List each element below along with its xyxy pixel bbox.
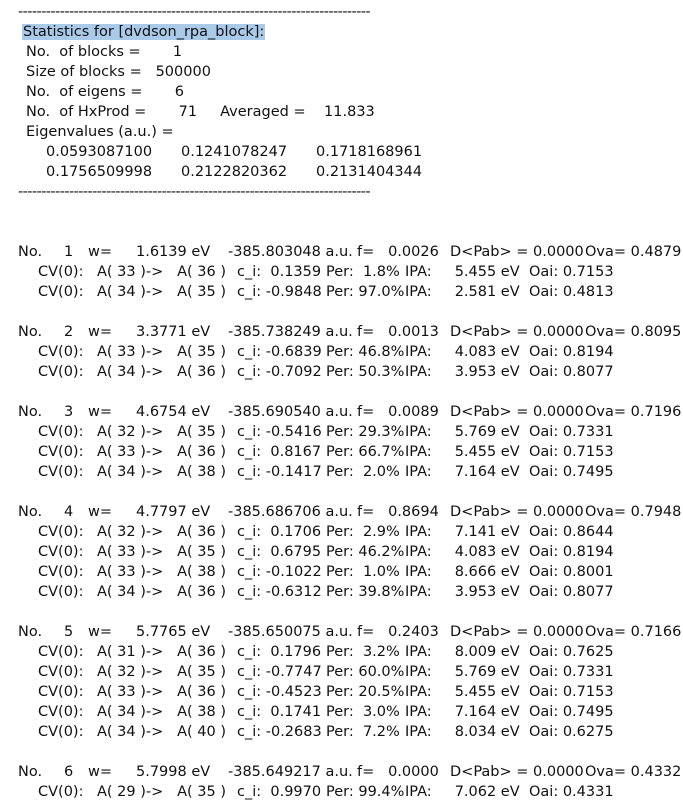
cv-ipa: IPA: 7.164 eV bbox=[405, 464, 520, 480]
cv-excitation: A( 31 )-> A( 36 ) bbox=[97, 644, 227, 660]
state-dpab: D<Pab> = 0.0000 bbox=[450, 504, 584, 520]
state-w-label: w= bbox=[88, 624, 113, 640]
eigenvalue: 0.2131404344 bbox=[316, 164, 423, 180]
cv-oai: Oai: 0.7153 bbox=[529, 264, 614, 280]
cv-percent: Per: 20.5% bbox=[326, 684, 405, 700]
state-energy-au: -385.686706 a.u. bbox=[228, 504, 353, 520]
state-w-label: w= bbox=[88, 244, 113, 260]
divider-bottom: ---------------------------------------------------------------------------- bbox=[18, 184, 371, 200]
cv-label: CV(0): bbox=[38, 704, 84, 720]
state-ova: Ova= 0.8095 bbox=[585, 324, 682, 340]
eigenvalue: 0.2122820362 bbox=[181, 164, 288, 180]
cv-coefficient: c_i: 0.1706 bbox=[237, 524, 322, 540]
cv-coefficient: c_i: 0.1796 bbox=[237, 644, 322, 660]
cv-ipa: IPA: 5.769 eV bbox=[405, 664, 520, 680]
cv-ipa: IPA: 7.164 eV bbox=[405, 704, 520, 720]
cv-oai: Oai: 0.8077 bbox=[529, 584, 614, 600]
state-energy-ev: 4.7797 eV bbox=[136, 504, 211, 520]
state-no-label: No. bbox=[18, 504, 43, 520]
eigenvalues-label: Eigenvalues (a.u.) = bbox=[26, 124, 174, 140]
cv-coefficient: c_i: -0.6839 bbox=[237, 344, 322, 360]
cv-ipa: IPA: 5.455 eV bbox=[405, 684, 520, 700]
cv-coefficient: c_i: -0.6312 bbox=[237, 584, 322, 600]
cv-label: CV(0): bbox=[38, 344, 84, 360]
cv-excitation: A( 34 )-> A( 40 ) bbox=[97, 724, 227, 740]
cv-oai: Oai: 0.7153 bbox=[529, 684, 614, 700]
cv-coefficient: c_i: -0.1022 bbox=[237, 564, 322, 580]
cv-ipa: IPA: 8.666 eV bbox=[405, 564, 520, 580]
state-ova: Ova= 0.4332 bbox=[585, 764, 682, 780]
cv-excitation: A( 33 )-> A( 35 ) bbox=[97, 544, 227, 560]
cv-excitation: A( 34 )-> A( 36 ) bbox=[97, 364, 227, 380]
cv-oai: Oai: 0.8194 bbox=[529, 344, 614, 360]
cv-oai: Oai: 0.8644 bbox=[529, 524, 614, 540]
state-oscillator: f= 0.8694 bbox=[357, 504, 439, 520]
cv-label: CV(0): bbox=[38, 684, 84, 700]
state-no-label: No. bbox=[18, 764, 43, 780]
cv-oai: Oai: 0.7495 bbox=[529, 464, 614, 480]
cv-coefficient: c_i: -0.7747 bbox=[237, 664, 322, 680]
state-oscillator: f= 0.0000 bbox=[357, 764, 439, 780]
cv-label: CV(0): bbox=[38, 544, 84, 560]
cv-oai: Oai: 0.8194 bbox=[529, 544, 614, 560]
state-number: 4 bbox=[64, 504, 74, 520]
stats-hxprod: No. of HxProd = 71 Averaged = 11.833 bbox=[26, 104, 375, 120]
state-w-label: w= bbox=[88, 324, 113, 340]
cv-oai: Oai: 0.7331 bbox=[529, 424, 614, 440]
cv-label: CV(0): bbox=[38, 264, 84, 280]
cv-percent: Per: 50.3% bbox=[326, 364, 405, 380]
cv-label: CV(0): bbox=[38, 564, 84, 580]
state-dpab: D<Pab> = 0.0000 bbox=[450, 244, 584, 260]
eigenvalue: 0.0593087100 bbox=[46, 144, 153, 160]
state-number: 1 bbox=[64, 244, 74, 260]
cv-ipa: IPA: 3.953 eV bbox=[405, 584, 520, 600]
cv-excitation: A( 34 )-> A( 35 ) bbox=[97, 284, 227, 300]
cv-oai: Oai: 0.4813 bbox=[529, 284, 614, 300]
state-number: 2 bbox=[64, 324, 74, 340]
cv-label: CV(0): bbox=[38, 644, 84, 660]
cv-percent: Per: 97.0% bbox=[326, 284, 405, 300]
cv-oai: Oai: 0.8001 bbox=[529, 564, 614, 580]
cv-coefficient: c_i: 0.8167 bbox=[237, 444, 322, 460]
state-w-label: w= bbox=[88, 764, 113, 780]
cv-oai: Oai: 0.8077 bbox=[529, 364, 614, 380]
state-ova: Ova= 0.4879 bbox=[585, 244, 682, 260]
cv-label: CV(0): bbox=[38, 364, 84, 380]
cv-label: CV(0): bbox=[38, 784, 84, 800]
cv-percent: Per: 3.2% bbox=[326, 644, 400, 660]
cv-label: CV(0): bbox=[38, 524, 84, 540]
cv-ipa: IPA: 3.953 eV bbox=[405, 364, 520, 380]
cv-coefficient: c_i: -0.2683 bbox=[237, 724, 322, 740]
state-dpab: D<Pab> = 0.0000 bbox=[450, 324, 584, 340]
state-no-label: No. bbox=[18, 324, 43, 340]
cv-excitation: A( 32 )-> A( 35 ) bbox=[97, 424, 227, 440]
cv-coefficient: c_i: 0.1359 bbox=[237, 264, 322, 280]
state-no-label: No. bbox=[18, 244, 43, 260]
stats-nblocks: No. of blocks = 1 bbox=[26, 44, 183, 60]
cv-percent: Per: 46.8% bbox=[326, 344, 405, 360]
cv-oai: Oai: 0.7495 bbox=[529, 704, 614, 720]
stats-title bbox=[22, 23, 265, 41]
state-dpab: D<Pab> = 0.0000 bbox=[450, 764, 584, 780]
cv-percent: Per: 7.2% bbox=[326, 724, 400, 740]
cv-oai: Oai: 0.6275 bbox=[529, 724, 614, 740]
cv-excitation: A( 33 )-> A( 36 ) bbox=[97, 444, 227, 460]
cv-ipa: IPA: 4.083 eV bbox=[405, 544, 520, 560]
cv-label: CV(0): bbox=[38, 464, 84, 480]
cv-excitation: A( 29 )-> A( 35 ) bbox=[97, 784, 227, 800]
cv-label: CV(0): bbox=[38, 664, 84, 680]
cv-excitation: A( 33 )-> A( 35 ) bbox=[97, 344, 227, 360]
state-energy-au: -385.803048 a.u. bbox=[228, 244, 353, 260]
cv-coefficient: c_i: -0.4523 bbox=[237, 684, 322, 700]
cv-label: CV(0): bbox=[38, 584, 84, 600]
stats-size: Size of blocks = 500000 bbox=[26, 64, 211, 80]
cv-ipa: IPA: 2.581 eV bbox=[405, 284, 520, 300]
state-ova: Ova= 0.7948 bbox=[585, 504, 682, 520]
cv-oai: Oai: 0.7153 bbox=[529, 444, 614, 460]
stats-title-highlight: Statistics for [dvdson_rpa_block]: bbox=[23, 24, 265, 40]
cv-coefficient: c_i: 0.9970 bbox=[237, 784, 322, 800]
state-number: 6 bbox=[64, 764, 74, 780]
cv-ipa: IPA: 5.455 eV bbox=[405, 264, 520, 280]
state-ova: Ova= 0.7166 bbox=[585, 624, 682, 640]
state-energy-au: -385.690540 a.u. bbox=[228, 404, 353, 420]
eigenvalue: 0.1718168961 bbox=[316, 144, 423, 160]
cv-percent: Per: 39.8% bbox=[326, 584, 405, 600]
state-number: 5 bbox=[64, 624, 74, 640]
cv-percent: Per: 99.4% bbox=[326, 784, 405, 800]
cv-coefficient: c_i: -0.9848 bbox=[237, 284, 322, 300]
state-energy-ev: 5.7765 eV bbox=[136, 624, 211, 640]
cv-percent: Per: 3.0% bbox=[326, 704, 400, 720]
cv-percent: Per: 46.2% bbox=[326, 544, 405, 560]
state-number: 3 bbox=[64, 404, 74, 420]
cv-percent: Per: 60.0% bbox=[326, 664, 405, 680]
cv-ipa: IPA: 5.769 eV bbox=[405, 424, 520, 440]
cv-ipa: IPA: 8.009 eV bbox=[405, 644, 520, 660]
state-energy-au: -385.649217 a.u. bbox=[228, 764, 353, 780]
cv-percent: Per: 66.7% bbox=[326, 444, 405, 460]
state-energy-ev: 1.6139 eV bbox=[136, 244, 211, 260]
state-no-label: No. bbox=[18, 404, 43, 420]
state-w-label: w= bbox=[88, 504, 113, 520]
state-dpab: D<Pab> = 0.0000 bbox=[450, 404, 584, 420]
cv-excitation: A( 33 )-> A( 38 ) bbox=[97, 564, 227, 580]
cv-percent: Per: 2.9% bbox=[326, 524, 400, 540]
state-oscillator: f= 0.0089 bbox=[357, 404, 439, 420]
eigenvalue: 0.1241078247 bbox=[181, 144, 288, 160]
state-energy-ev: 5.7998 eV bbox=[136, 764, 211, 780]
state-ova: Ova= 0.7196 bbox=[585, 404, 682, 420]
cv-excitation: A( 34 )-> A( 38 ) bbox=[97, 704, 227, 720]
stats-neigens: No. of eigens = 6 bbox=[26, 84, 184, 100]
state-energy-au: -385.650075 a.u. bbox=[228, 624, 353, 640]
cv-ipa: IPA: 7.062 eV bbox=[405, 784, 520, 800]
cv-oai: Oai: 0.4331 bbox=[529, 784, 614, 800]
cv-coefficient: c_i: 0.6795 bbox=[237, 544, 322, 560]
cv-percent: Per: 1.0% bbox=[326, 564, 400, 580]
state-no-label: No. bbox=[18, 624, 43, 640]
state-energy-ev: 4.6754 eV bbox=[136, 404, 211, 420]
cv-percent: Per: 1.8% bbox=[326, 264, 400, 280]
cv-excitation: A( 34 )-> A( 36 ) bbox=[97, 584, 227, 600]
state-energy-au: -385.738249 a.u. bbox=[228, 324, 353, 340]
cv-ipa: IPA: 4.083 eV bbox=[405, 344, 520, 360]
cv-coefficient: c_i: -0.1417 bbox=[237, 464, 322, 480]
cv-excitation: A( 32 )-> A( 36 ) bbox=[97, 524, 227, 540]
cv-excitation: A( 34 )-> A( 38 ) bbox=[97, 464, 227, 480]
cv-ipa: IPA: 5.455 eV bbox=[405, 444, 520, 460]
cv-coefficient: c_i: 0.1741 bbox=[237, 704, 322, 720]
cv-ipa: IPA: 8.034 eV bbox=[405, 724, 520, 740]
eigenvalue: 0.1756509998 bbox=[46, 164, 153, 180]
divider-top: ---------------------------------------------------------------------------- bbox=[18, 4, 371, 20]
cv-label: CV(0): bbox=[38, 284, 84, 300]
cv-label: CV(0): bbox=[38, 724, 84, 740]
cv-percent: Per: 2.0% bbox=[326, 464, 400, 480]
cv-excitation: A( 32 )-> A( 35 ) bbox=[97, 664, 227, 680]
cv-oai: Oai: 0.7331 bbox=[529, 664, 614, 680]
cv-label: CV(0): bbox=[38, 424, 84, 440]
cv-excitation: A( 33 )-> A( 36 ) bbox=[97, 684, 227, 700]
state-energy-ev: 3.3771 eV bbox=[136, 324, 211, 340]
state-dpab: D<Pab> = 0.0000 bbox=[450, 624, 584, 640]
state-oscillator: f= 0.2403 bbox=[357, 624, 439, 640]
state-oscillator: f= 0.0013 bbox=[357, 324, 439, 340]
cv-excitation: A( 33 )-> A( 36 ) bbox=[97, 264, 227, 280]
state-oscillator: f= 0.0026 bbox=[357, 244, 439, 260]
cv-percent: Per: 29.3% bbox=[326, 424, 405, 440]
cv-ipa: IPA: 7.141 eV bbox=[405, 524, 520, 540]
cv-oai: Oai: 0.7625 bbox=[529, 644, 614, 660]
state-w-label: w= bbox=[88, 404, 113, 420]
cv-label: CV(0): bbox=[38, 444, 84, 460]
cv-coefficient: c_i: -0.5416 bbox=[237, 424, 322, 440]
cv-coefficient: c_i: -0.7092 bbox=[237, 364, 322, 380]
